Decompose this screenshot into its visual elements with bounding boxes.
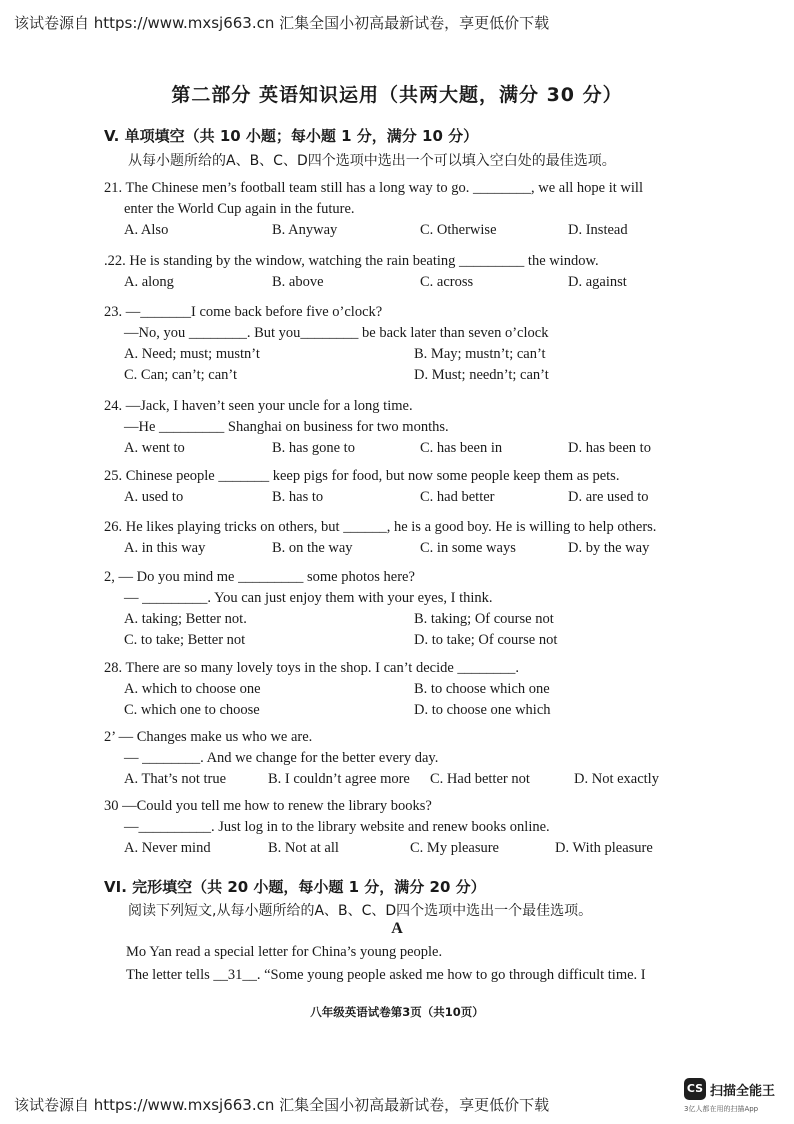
option-b[interactable]: B. has gone to xyxy=(272,440,355,456)
question-stem: 30 —Could you tell me how to renew the library books? xyxy=(104,798,432,814)
passage-line: Mo Yan read a special letter for China’s young people. xyxy=(126,944,443,960)
option-b[interactable]: B. to choose which one xyxy=(414,681,550,697)
question-25 xyxy=(104,466,744,508)
options-row xyxy=(104,609,744,630)
option-c[interactable]: C. across xyxy=(420,274,474,290)
question-28 xyxy=(104,658,744,721)
question-29 xyxy=(104,727,744,790)
section-6-instruction: 阅读下列短文,从每小题所给的A、B、C、D四个选项中选出一个最佳选项。 xyxy=(128,903,593,919)
option-c[interactable]: C. had better xyxy=(420,489,495,505)
options-row xyxy=(104,679,744,700)
question-22 xyxy=(104,251,744,293)
option-c[interactable]: C. Otherwise xyxy=(420,222,497,238)
question-stem: 26. He likes playing tricks on others, but ______, he is a good boy. He is willing to help others. xyxy=(104,519,657,535)
option-d[interactable]: D. against xyxy=(568,274,627,290)
scanner-app-name: 扫描全能王 xyxy=(710,1084,776,1099)
section-5-heading: V. 单项填空（共 10 小题；每小题 1 分，满分 10 分） xyxy=(104,127,479,145)
option-c[interactable]: C. which one to choose xyxy=(124,702,260,718)
question-27 xyxy=(104,567,744,651)
option-b[interactable]: B. taking; Of course not xyxy=(414,611,554,627)
option-a[interactable]: A. along xyxy=(124,274,174,290)
source-banner-bottom: 该试卷源自 https://www.mxsj663.cn 汇集全国小初高最新试卷，享更低价下载 xyxy=(14,1096,550,1114)
page-number-footer: 八年级英语试卷第3页（共10页） xyxy=(310,1005,484,1019)
source-banner-top: 该试卷源自 https://www.mxsj663.cn 汇集全国小初高最新试卷，享更低价下载 xyxy=(14,14,550,32)
option-d[interactable]: D. has been to xyxy=(568,440,651,456)
options xyxy=(104,220,744,241)
question-stem: 2, — Do you mind me _________ some photos here? xyxy=(104,569,415,585)
option-d[interactable]: D. Instead xyxy=(568,222,628,238)
options xyxy=(104,272,744,293)
options-row xyxy=(104,344,744,365)
option-a[interactable]: A. used to xyxy=(124,489,184,505)
options-row xyxy=(104,700,744,721)
question-stem: — ________. And we change for the better every day. xyxy=(124,750,439,766)
question-stem: —No, you ________. But you________ be back later than seven o’clock xyxy=(124,325,549,341)
options xyxy=(104,438,744,459)
option-c[interactable]: C. My pleasure xyxy=(410,840,499,856)
option-a[interactable]: A. Need; must; mustn’t xyxy=(124,346,260,362)
question-21 xyxy=(104,178,744,241)
question-stem: 21. The Chinese men’s football team still has a long way to go. ________, we all hope it will xyxy=(104,180,643,196)
option-a[interactable]: A. in this way xyxy=(124,540,206,556)
option-a[interactable]: A. Also xyxy=(124,222,169,238)
option-d[interactable]: D. Not exactly xyxy=(574,771,659,787)
option-c[interactable]: C. has been in xyxy=(420,440,503,456)
options-row xyxy=(104,630,744,651)
option-a[interactable]: A. went to xyxy=(124,440,185,456)
option-b[interactable]: B. May; mustn’t; can’t xyxy=(414,346,546,362)
option-b[interactable]: B. on the way xyxy=(272,540,353,556)
option-d[interactable]: D. Must; needn’t; can’t xyxy=(414,367,549,383)
option-c[interactable]: C. Had better not xyxy=(430,771,530,787)
question-26 xyxy=(104,517,744,559)
question-stem: .22. He is standing by the window, watching the rain beating _________ the window. xyxy=(104,253,599,269)
section-5-instruction: 从每小题所给的A、B、C、D四个选项中选出一个可以填入空白处的最佳选项。 xyxy=(128,153,616,169)
question-stem: —__________. Just log in to the library website and renew books online. xyxy=(124,819,550,835)
question-stem: enter the World Cup again in the future. xyxy=(124,201,355,217)
passage-label: A xyxy=(391,920,403,937)
question-stem: 25. Chinese people _______ keep pigs for food, but now some people keep them as pets. xyxy=(104,468,620,484)
option-b[interactable]: B. Not at all xyxy=(268,840,339,856)
question-stem: 23. —_______I come back before five o’clock? xyxy=(104,304,383,320)
option-b[interactable]: B. I couldn’t agree more xyxy=(268,771,410,787)
camscanner-logo-icon: CS xyxy=(684,1078,706,1100)
option-b[interactable]: B. above xyxy=(272,274,324,290)
option-a[interactable]: A. That’s not true xyxy=(124,771,227,787)
option-d[interactable]: D. are used to xyxy=(568,489,649,505)
options xyxy=(104,838,744,859)
option-c[interactable]: C. to take; Better not xyxy=(124,632,246,648)
question-stem: 2’ — Changes make us who we are. xyxy=(104,729,313,745)
passage-line: The letter tells __31__. “Some young people asked me how to go through difficult time. I xyxy=(126,967,646,983)
option-c[interactable]: C. Can; can’t; can’t xyxy=(124,367,238,383)
scanner-tagline: 3亿人都在用的扫描App xyxy=(684,1105,759,1113)
question-stem: —He _________ Shanghai on business for two months. xyxy=(124,419,449,435)
option-d[interactable]: D. to take; Of course not xyxy=(414,632,558,648)
scanner-watermark xyxy=(684,1078,784,1114)
section-6-heading: VI. 完形填空（共 20 小题，每小题 1 分，满分 20 分） xyxy=(104,878,486,896)
option-b[interactable]: B. has to xyxy=(272,489,324,505)
question-30 xyxy=(104,796,744,859)
question-stem: — _________. You can just enjoy them with your eyes, I think. xyxy=(124,590,493,606)
question-24 xyxy=(104,396,744,459)
options xyxy=(104,538,744,559)
option-a[interactable]: A. which to choose one xyxy=(124,681,261,697)
question-23 xyxy=(104,302,744,386)
options-row xyxy=(104,365,744,386)
option-c[interactable]: C. in some ways xyxy=(420,540,516,556)
question-stem: 24. —Jack, I haven’t seen your uncle for a long time. xyxy=(104,398,413,414)
option-a[interactable]: A. taking; Better not. xyxy=(124,611,247,627)
options xyxy=(104,769,744,790)
options xyxy=(104,487,744,508)
option-a[interactable]: A. Never mind xyxy=(124,840,211,856)
option-d[interactable]: D. to choose one which xyxy=(414,702,551,718)
question-stem: 28. There are so many lovely toys in the shop. I can’t decide ________. xyxy=(104,660,520,676)
part-title: 第二部分 英语知识运用（共两大题，满分 30 分） xyxy=(171,84,623,106)
option-b[interactable]: B. Anyway xyxy=(272,222,338,238)
option-d[interactable]: D. With pleasure xyxy=(555,840,653,856)
option-d[interactable]: D. by the way xyxy=(568,540,650,556)
